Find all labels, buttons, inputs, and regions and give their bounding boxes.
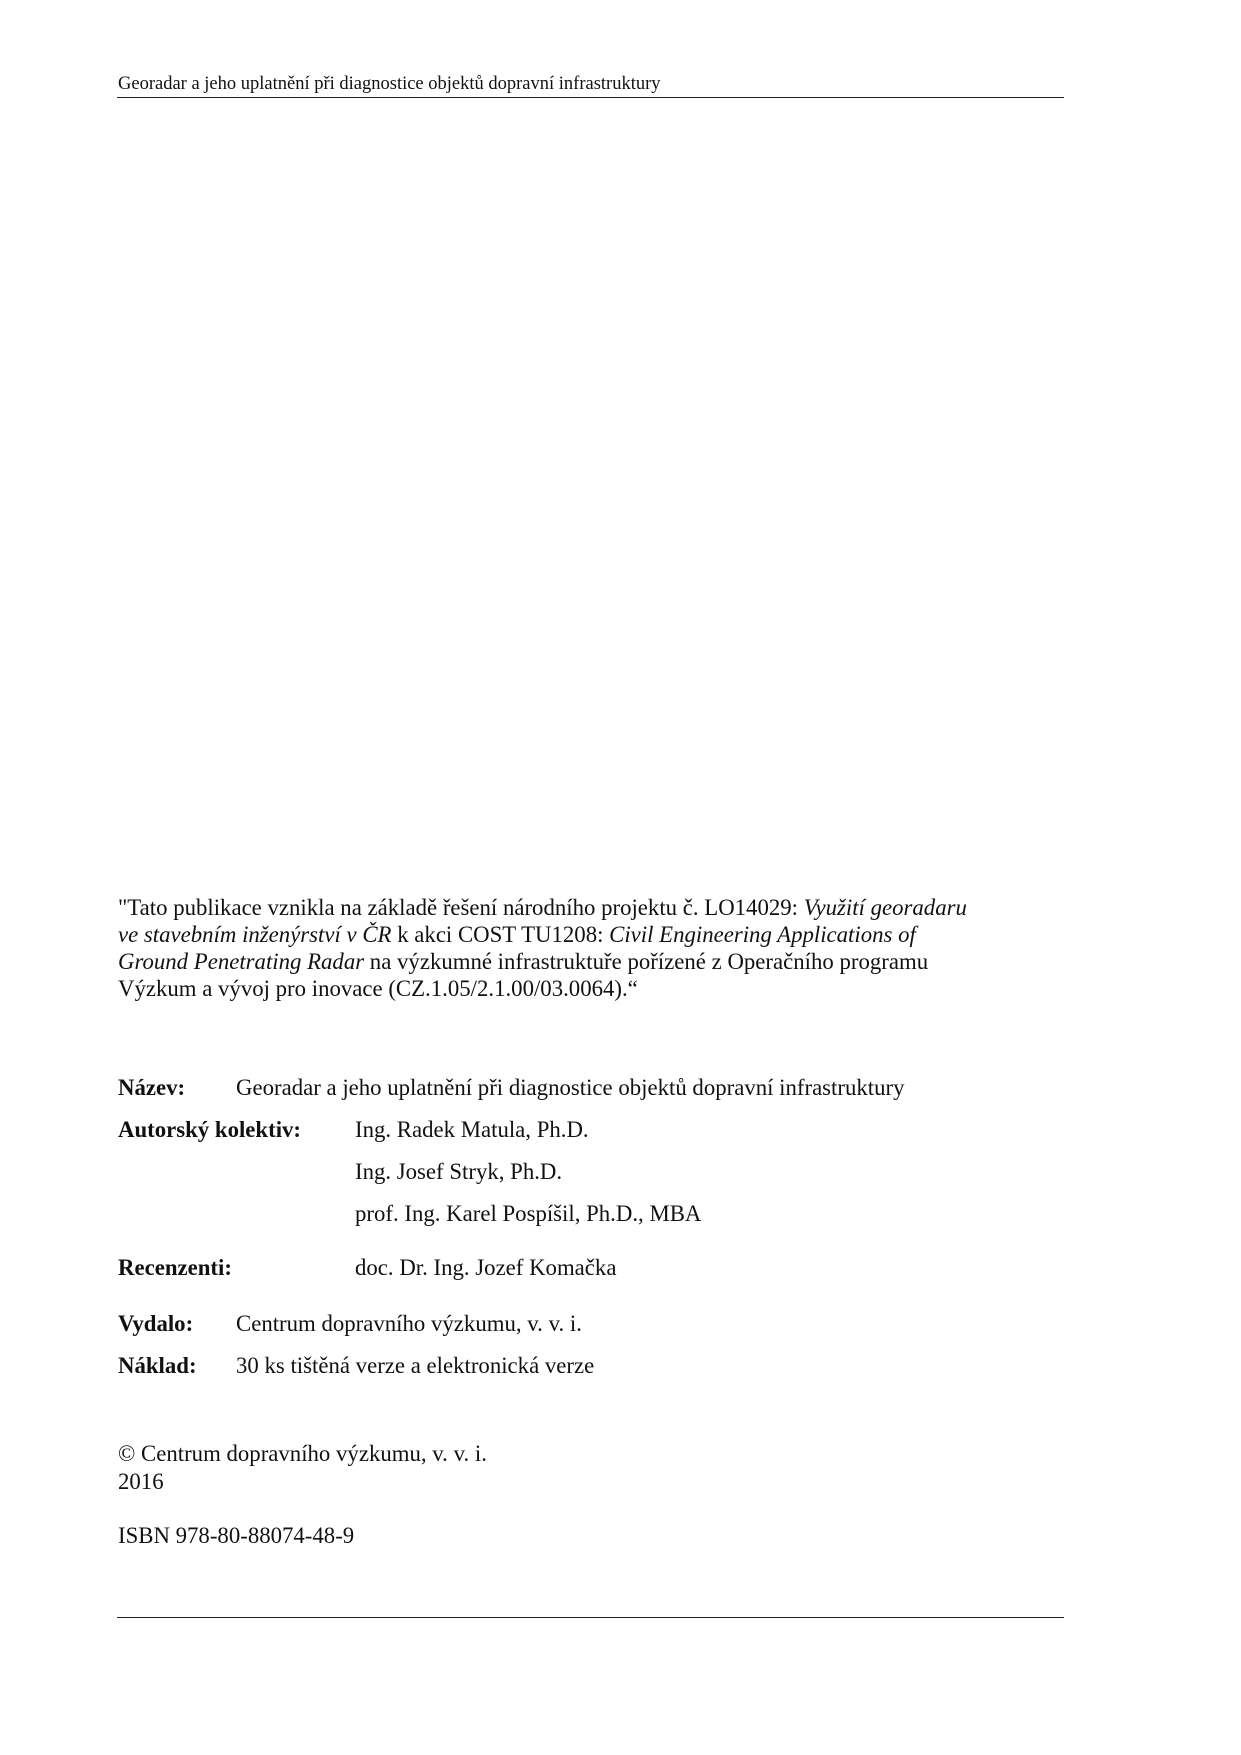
meta-reviewers-value: doc. Dr. Ing. Jozef Komačka	[355, 1255, 617, 1280]
meta-title-label: Název:	[118, 1075, 186, 1100]
copyright-year: 2016	[118, 1469, 164, 1494]
copyright-holder: © Centrum dopravního výzkumu, v. v. i.	[118, 1441, 487, 1466]
meta-title-row	[118, 1074, 905, 1101]
ack-text: na výzkumné infrastruktuře pořízené z Operačního programu	[364, 949, 929, 974]
ack-text: k akci COST TU1208:	[391, 922, 610, 947]
footer-rule	[117, 1617, 1064, 1618]
meta-reviewers-row	[118, 1254, 617, 1281]
acknowledgement-line-1	[118, 894, 1078, 921]
meta-reviewers-label: Recenzenti:	[118, 1255, 232, 1280]
meta-publisher-label: Vydalo:	[118, 1311, 194, 1336]
author-name: prof. Ing. Karel Pospíšil, Ph.D., MBA	[355, 1201, 702, 1226]
acknowledgement-paragraph	[118, 894, 1078, 1002]
running-header: Georadar a jeho uplatnění při diagnostice objektů dopravní infrastruktury	[118, 74, 661, 94]
meta-authors-label: Autorský kolektiv:	[118, 1117, 302, 1142]
ack-text: Výzkum a vývoj pro inovace (CZ.1.05/2.1.00/03.0064).“	[118, 976, 638, 1001]
ack-project-title: Využití georadaru	[803, 895, 967, 920]
meta-publisher-value: Centrum dopravního výzkumu, v. v. i.	[236, 1311, 582, 1336]
meta-print-run-label: Náklad:	[118, 1353, 197, 1378]
acknowledgement-line-4	[118, 975, 1078, 1002]
acknowledgement-line-3	[118, 948, 1078, 975]
isbn: ISBN 978-80-88074-48-9	[118, 1523, 355, 1548]
author-name: Ing. Josef Stryk, Ph.D.	[355, 1159, 563, 1184]
meta-authors-row	[118, 1116, 589, 1143]
author-name: Ing. Radek Matula, Ph.D.	[355, 1117, 589, 1142]
meta-publisher-row	[118, 1310, 582, 1337]
ack-cost-title-cont: Ground Penetrating Radar	[118, 949, 365, 974]
meta-print-run-value: 30 ks tištěná verze a elektronická verze	[236, 1353, 595, 1378]
meta-title-value: Georadar a jeho uplatnění při diagnostice objektů dopravní infrastruktury	[236, 1075, 905, 1100]
header-rule	[117, 97, 1064, 98]
meta-print-run-row	[118, 1352, 595, 1379]
ack-cost-title: Civil Engineering Applications of	[609, 922, 916, 947]
ack-text: "Tato publikace vznikla na základě řešení národního projektu č. LO14029:	[118, 895, 804, 920]
ack-project-title-cont: ve stavebním inženýrství v ČR	[118, 922, 392, 947]
acknowledgement-line-2	[118, 921, 1078, 948]
